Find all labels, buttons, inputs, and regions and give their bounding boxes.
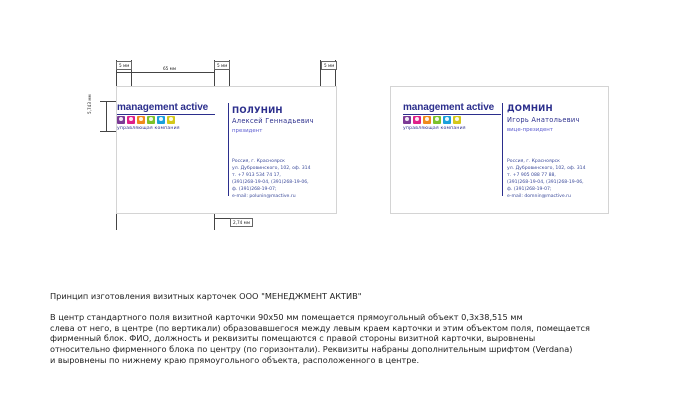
logo-square-icon	[413, 116, 421, 124]
logo-tagline: управляющая компания	[403, 126, 466, 131]
dim-arrow	[214, 218, 230, 219]
description-line: В центр стандартного поля визитной карточки 90х50 мм помещается прямоугольный объект 0,3х38,515 мм	[50, 312, 523, 323]
business-card-1	[116, 86, 337, 214]
contact-line: ул. Дубровинского, 102, оф. 314	[232, 166, 311, 171]
logo-wordmark: management active	[403, 102, 495, 113]
card-given-name: Игорь Анатольевич	[507, 116, 580, 124]
card-position: президент	[232, 128, 263, 134]
contact-line: ул. Дубровинского, 102, оф. 314	[507, 166, 586, 171]
card-contacts	[232, 158, 311, 200]
center-rule	[502, 103, 503, 196]
logo-squares	[403, 116, 461, 124]
dim-label-logo-width: 65 мм	[163, 66, 176, 71]
dim-label-margin-right: 5 мм	[214, 61, 230, 70]
logo-square-icon	[443, 116, 451, 124]
description-line: фирменный блок. ФИО, должность и реквизиты помещаются с правой стороны визитной карточки, выровнены	[50, 333, 536, 344]
card-surname: ДОМНИН	[507, 104, 553, 114]
contact-line: ф. (391)268-19-07;	[232, 187, 277, 192]
logo-square-icon	[433, 116, 441, 124]
contact-line: e-mail: polunin@mactive.ru	[232, 194, 296, 199]
logo-square-icon	[137, 116, 145, 124]
logo-squares	[117, 116, 175, 124]
logo-square-icon	[403, 116, 411, 124]
dim-label-offset: 2,74 мм	[230, 218, 253, 227]
logo-underline	[403, 114, 501, 115]
contact-line: ф. (391)268-19-07;	[507, 187, 552, 192]
logo-square-icon	[167, 116, 175, 124]
contact-line: Россия, г. Красноярск	[507, 159, 560, 164]
card-given-name: Алексей Геннадьевич	[232, 117, 314, 125]
description-block	[50, 291, 670, 365]
contact-line: т. +7 905 088 77 88,	[507, 173, 556, 178]
logo-square-icon	[127, 116, 135, 124]
business-card-2	[390, 86, 609, 214]
center-rule	[228, 103, 229, 196]
dim-arrow	[116, 72, 215, 73]
card-position: вице-президент	[507, 127, 553, 133]
dim-arrow	[100, 101, 116, 102]
logo-square-icon	[423, 116, 431, 124]
contact-line: Россия, г. Красноярск	[232, 159, 285, 164]
dim-label-margin-edge: 5 мм	[321, 61, 337, 70]
logo-square-icon	[453, 116, 461, 124]
logo-square-icon	[157, 116, 165, 124]
logo-tagline: управляющая компания	[117, 126, 180, 131]
contact-line: e-mail: domnin@mactive.ru	[507, 194, 571, 199]
description-line: и выровнены по нижнему краю прямоугольного объекта, расположенного в центре.	[50, 354, 420, 365]
contact-line: т. +7 913 534 74 17,	[232, 173, 281, 178]
logo-wordmark: management active	[117, 102, 209, 113]
contact-line: (391)268-19-04, (391)268-19-06,	[232, 180, 309, 185]
description-line: относительно фирменного блока по центру (по горизонтали). Реквизиты набраны дополнительным шрифтом (Verdana)	[50, 343, 573, 354]
dim-label-card-height: 5,743 мм	[87, 94, 92, 114]
logo-underline	[117, 114, 215, 115]
description-title: Принцип изготовления визитных карточек ООО "МЕНЕДЖМЕНТ АКТИВ"	[50, 291, 362, 301]
card-surname: ПОЛУНИН	[232, 106, 283, 116]
contact-line: (391)268-19-04, (391)268-19-06,	[507, 180, 584, 185]
dim-arrow	[106, 101, 107, 132]
logo-square-icon	[117, 116, 125, 124]
logo-square-icon	[147, 116, 155, 124]
dim-label-margin-left: 5 мм	[116, 61, 132, 70]
card-contacts	[507, 158, 586, 200]
dim-arrow	[100, 131, 116, 132]
description-line: слева от него, в центре (по вертикали) образовавшегося между левым краем карточки и этим объектом поля, помещается	[50, 322, 590, 333]
